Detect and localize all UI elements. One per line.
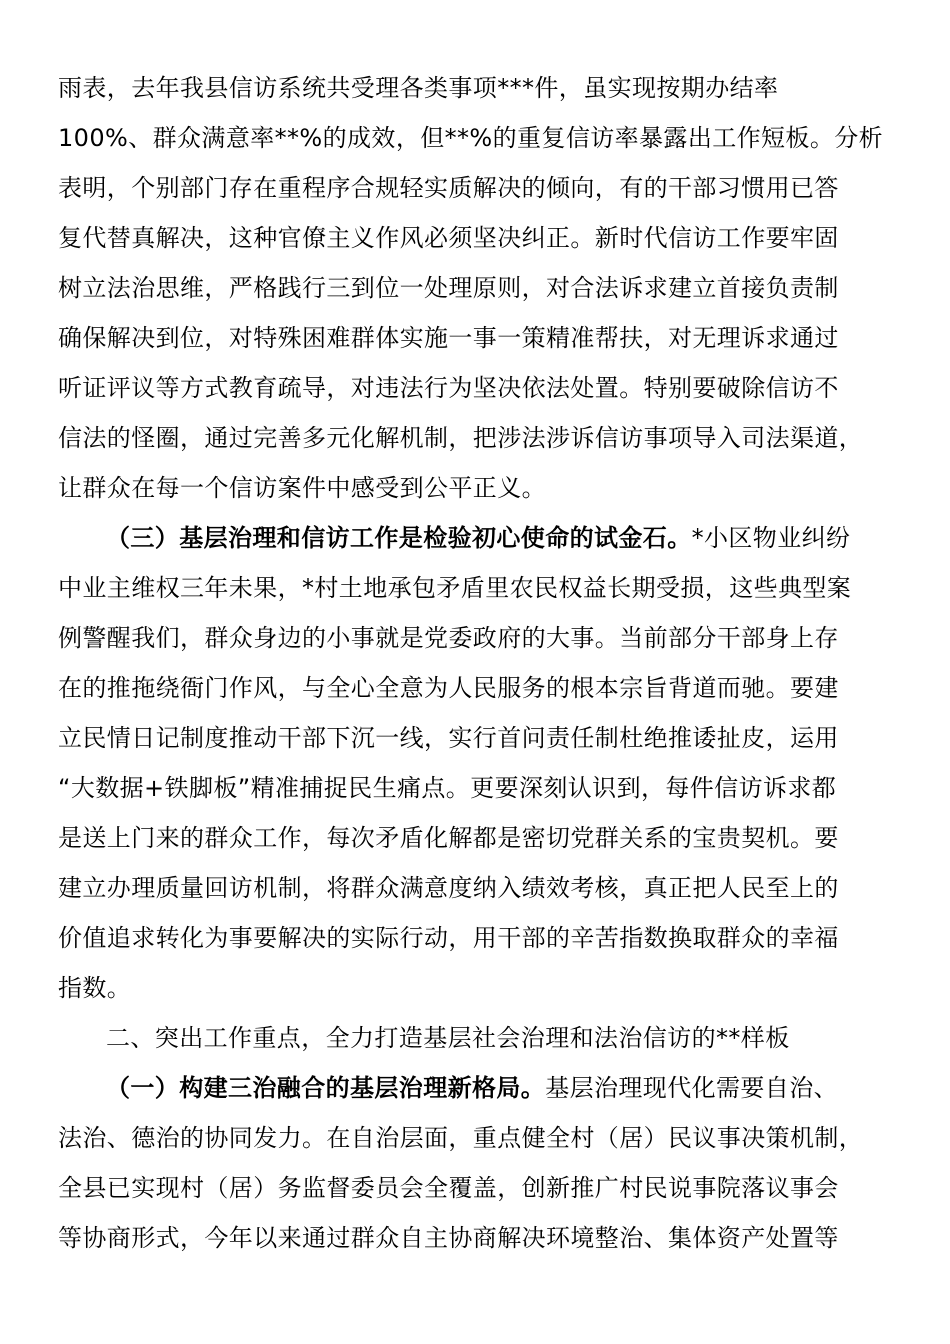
section3-first-line bbox=[106, 523, 850, 553]
section3-line-9: 指数。 bbox=[58, 974, 132, 1002]
body-line-8: 信法的怪圈，通过完善多元化解机制，把涉法涉诉信访事项导入司法渠道， bbox=[58, 424, 864, 452]
section3-line-1: 中业主维权三年未果，*村土地承包矛盾里农民权益长期受损，这些典型案 bbox=[58, 574, 852, 602]
subsection1-line-3: 等协商形式，今年以来通过群众自主协商解决环境整治、集体资产处置等 bbox=[58, 1224, 839, 1252]
subsection1-line-1: 法治、德治的协同发力。在自治层面，重点健全村（居）民议事决策机制， bbox=[58, 1124, 864, 1152]
section3-line-7: 建立办理质量回访机制，将群众满意度纳入绩效考核，真正把人民至上的 bbox=[58, 874, 839, 902]
section3-first-line-rest: *小区物业纠纷 bbox=[691, 524, 851, 552]
body-line-2: 100%、群众满意率**%的成效，但**%的重复信访率暴露出工作短板。分析 bbox=[58, 124, 884, 152]
section3-line-8: 价值追求转化为事要解决的实际行动，用干部的辛苦指数换取群众的幸福 bbox=[58, 924, 839, 952]
section3-line-4: 立民情日记制度推动干部下沉一线，实行首问责任制杜绝推诿扯皮，运用 bbox=[58, 724, 839, 752]
subsection1-first-line-rest: 基层治理现代化需要自治、 bbox=[545, 1074, 839, 1102]
section3-line-6: 是送上门来的群众工作，每次矛盾化解都是密切党群关系的宝贵契机。要 bbox=[58, 824, 839, 852]
body-line-3: 表明，个别部门存在重程序合规轻实质解决的倾向，有的干部习惯用已答 bbox=[58, 174, 839, 202]
subsection1-line-2: 全县已实现村（居）务监督委员会全覆盖，创新推广村民说事院落议事会 bbox=[58, 1174, 839, 1202]
section3-line-2: 例警醒我们，群众身边的小事就是党委政府的大事。当前部分干部身上存 bbox=[58, 624, 839, 652]
body-line-9: 让群众在每一个信访案件中感受到公平正义。 bbox=[58, 474, 546, 502]
section3-line-5: “大数据+铁脚板”精准捕捉民生痛点。更要深刻认识到，每件信访诉求都 bbox=[58, 774, 837, 802]
body-line-6: 确保解决到位，对特殊困难群体实施一事一策精准帮扶，对无理诉求通过 bbox=[58, 324, 839, 352]
body-line-1: 雨表，去年我县信访系统共受理各类事项***件，虽实现按期办结率 bbox=[58, 74, 779, 102]
subsection1-first-line bbox=[106, 1073, 838, 1103]
subsection1-heading: （一）构建三治融合的基层治理新格局。 bbox=[106, 1074, 546, 1102]
body-line-4: 复代替真解决，这种官僚主义作风必须坚决纠正。新时代信访工作要牢固 bbox=[58, 224, 839, 252]
body-line-5: 树立法治思维，严格践行三到位一处理原则，对合法诉求建立首接负责制 bbox=[58, 274, 839, 302]
section3-heading: （三）基层治理和信访工作是检验初心使命的试金石。 bbox=[106, 524, 692, 552]
section3-line-3: 在的推拖绕衙门作风，与全心全意为人民服务的根本宗旨背道而驰。要建 bbox=[58, 674, 839, 702]
part2-heading: 二、突出工作重点，全力打造基层社会治理和法治信访的**样板 bbox=[106, 1024, 790, 1052]
body-line-7: 听证评议等方式教育疏导，对违法行为坚决依法处置。特别要破除信访不 bbox=[58, 374, 839, 402]
